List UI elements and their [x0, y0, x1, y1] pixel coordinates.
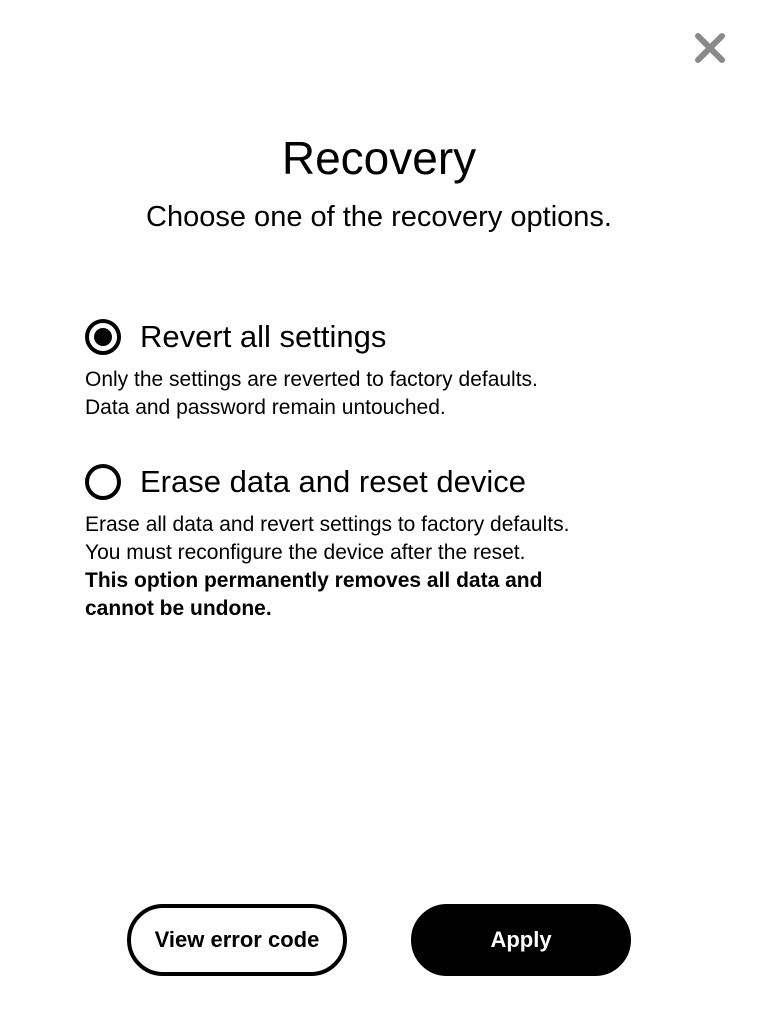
close-button[interactable]	[692, 30, 728, 66]
dialog-subtitle: Choose one of the recovery options.	[146, 201, 612, 233]
description-line: Erase all data and revert settings to factory defaults.	[85, 513, 570, 536]
warning-line: cannot be undone.	[85, 597, 272, 620]
radio-revert-settings[interactable]	[85, 319, 121, 355]
option-erase-reset	[85, 461, 705, 623]
option-description	[85, 366, 705, 422]
close-icon	[692, 30, 728, 66]
radio-erase-reset[interactable]	[85, 464, 121, 500]
option-label: Revert all settings	[140, 319, 387, 354]
option-label: Erase data and reset device	[140, 464, 527, 499]
description-line: You must reconfigure the device after the reset.	[85, 541, 526, 564]
option-revert-settings-toggle[interactable]	[85, 316, 705, 358]
apply-button[interactable]: Apply	[411, 904, 631, 976]
warning-line: This option permanently removes all data and	[85, 569, 543, 592]
view-error-code-button[interactable]: View error code	[127, 904, 347, 976]
dialog-title: Recovery	[281, 132, 477, 184]
option-description	[85, 511, 705, 623]
option-erase-reset-toggle[interactable]	[85, 461, 705, 503]
description-line: Only the settings are reverted to factory defaults.	[85, 368, 538, 391]
option-revert-settings	[85, 316, 705, 422]
description-line: Data and password remain untouched.	[85, 396, 446, 419]
